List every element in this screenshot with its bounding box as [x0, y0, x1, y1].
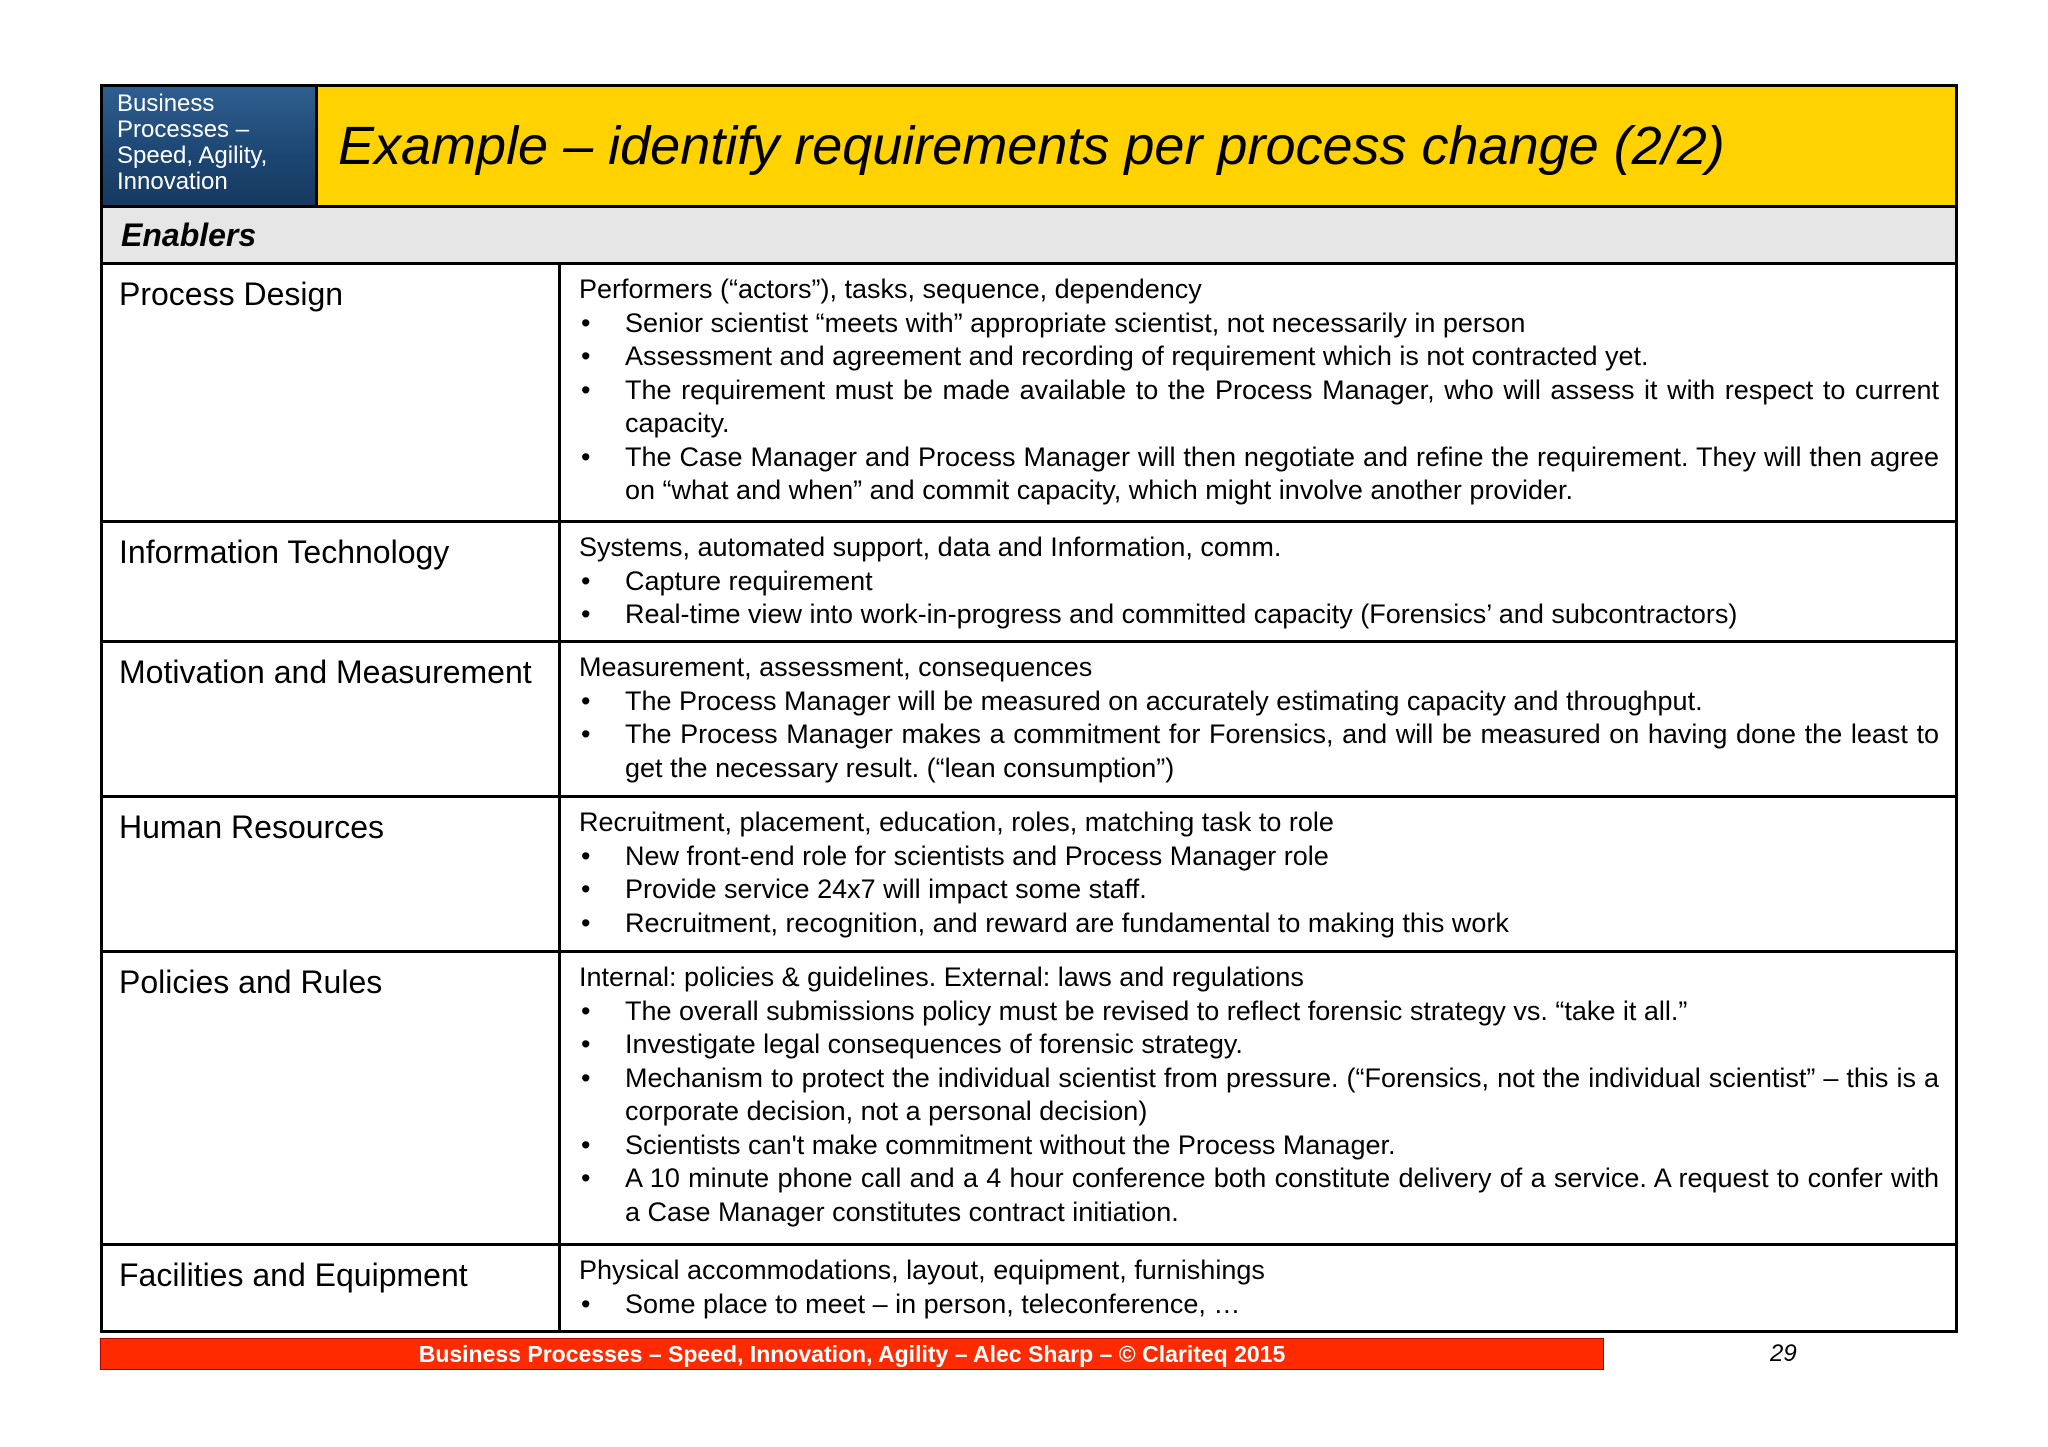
row-intro: Physical accommodations, layout, equipment, furnishings [579, 1255, 1265, 1285]
bullet-text: The requirement must be made available to the Process Manager, who will assess it with respect to current capacity. [625, 374, 1939, 438]
list-item [579, 1162, 1939, 1229]
bullet-icon: • [581, 995, 591, 1026]
bullet-icon: • [581, 874, 591, 904]
table-row-motivation-measurement [103, 643, 1955, 798]
bullet-text: The Process Manager makes a commitment for Forensics, and will be measured on having done the least to get the necessary result. (“lean consumption”) [625, 719, 1939, 783]
course-badge [103, 87, 318, 205]
bullet-text: Real-time view into work-in-progress and committed capacity (Forensics’ and subcontractors) [625, 599, 1738, 629]
table-row-information-technology [103, 523, 1955, 643]
bullet-icon: • [581, 840, 591, 871]
bullet-text: Investigate legal consequences of forensic strategy. [625, 1029, 1243, 1059]
list-item [579, 374, 1939, 441]
list-item [579, 565, 1939, 599]
badge-line: Speed, Agility, [117, 142, 268, 169]
table-row-policies-rules [103, 953, 1955, 1246]
table-row-human-resources [103, 798, 1955, 953]
table-row-facilities-equipment [103, 1246, 1955, 1333]
badge-line: Processes – [117, 116, 250, 143]
list-item [579, 718, 1939, 785]
list-item [579, 1288, 1939, 1322]
bullet-text: New front-end role for scientists and Process Manager role [625, 840, 1329, 871]
bullet-text: Capture requirement [625, 565, 873, 596]
row-label: Information Technology [103, 523, 561, 640]
row-intro: Recruitment, placement, education, roles, matching task to role [579, 807, 1334, 837]
section-label: Enablers [121, 216, 257, 253]
badge-line: Innovation [117, 168, 228, 195]
enablers-table [100, 265, 1958, 1333]
row-label: Policies and Rules [103, 953, 561, 1243]
bullet-icon: • [581, 441, 591, 472]
list-item [579, 995, 1939, 1029]
row-content [561, 523, 1955, 640]
list-item [579, 873, 1939, 907]
list-item [579, 840, 1939, 874]
list-item [579, 441, 1939, 508]
bullet-text: Recruitment, recognition, and reward are fundamental to making this work [625, 907, 1509, 938]
bullet-text: Mechanism to protect the individual scientist from pressure. (“Forensics, not the individual scientist” – this is a corporate decision, not a personal decision) [625, 1062, 1939, 1126]
title-area [318, 87, 1955, 205]
row-label: Facilities and Equipment [103, 1246, 561, 1330]
bullet-text: The overall submissions policy must be revised to reflect forensic strategy vs. “take it all.” [625, 995, 1688, 1026]
bullet-icon: • [581, 907, 591, 938]
bullet-icon: • [581, 719, 591, 749]
row-intro: Internal: policies & guidelines. External: laws and regulations [579, 962, 1304, 992]
bullet-icon: • [581, 1288, 591, 1319]
bullet-icon: • [581, 565, 591, 596]
bullet-icon: • [581, 685, 591, 716]
section-header [100, 208, 1958, 265]
bullet-text: Provide service 24x7 will impact some staff. [625, 874, 1147, 904]
bullet-text: The Case Manager and Process Manager will then negotiate and refine the requirement. They will then agree on “what and when” and commit capacity, which might involve another provider. [625, 441, 1939, 505]
bullet-icon: • [581, 1062, 591, 1093]
bullet-text: Some place to meet – in person, teleconference, … [625, 1288, 1241, 1319]
row-intro: Systems, automated support, data and Information, comm. [579, 532, 1282, 562]
row-intro: Performers (“actors”), tasks, sequence, dependency [579, 274, 1202, 304]
bullet-text: Senior scientist “meets with” appropriate scientist, not necessarily in person [625, 307, 1526, 338]
bullet-icon: • [581, 1163, 591, 1193]
row-content [561, 643, 1955, 795]
row-content [561, 798, 1955, 950]
row-label: Human Resources [103, 798, 561, 950]
badge-line: Business [117, 90, 215, 117]
row-intro: Measurement, assessment, consequences [579, 652, 1093, 682]
list-item [579, 1028, 1939, 1062]
bullet-text: A 10 minute phone call and a 4 hour conference both constitute delivery of a service. A request to confer with a Case Manager constitutes contract initiation. [625, 1163, 1939, 1227]
list-item [579, 907, 1939, 941]
footer-text: Business Processes – Speed, Innovation, Agility – Alec Sharp – © Clariteq 2015 [418, 1340, 1286, 1367]
list-item [579, 307, 1939, 341]
list-item [579, 1129, 1939, 1163]
row-content [561, 953, 1955, 1243]
slide-header [100, 84, 1958, 208]
bullet-icon: • [581, 307, 591, 338]
bullet-icon: • [581, 1129, 591, 1160]
page-number: 29 [1770, 1340, 1797, 1367]
row-label: Process Design [103, 265, 561, 520]
row-content [561, 1246, 1955, 1330]
list-item [579, 1062, 1939, 1129]
bullet-icon: • [581, 374, 591, 405]
bullet-icon: • [581, 599, 591, 629]
list-item [579, 340, 1939, 374]
bullet-text: Assessment and agreement and recording of requirement which is not contracted yet. [625, 341, 1649, 371]
row-label: Motivation and Measurement [103, 643, 561, 795]
bullet-icon: • [581, 1029, 591, 1059]
table-row-process-design [103, 265, 1955, 523]
footer-bar [100, 1338, 1604, 1370]
bullet-icon: • [581, 341, 591, 371]
slide-title: Example – identify requirements per process change (2/2) [338, 116, 1725, 176]
bullet-text: Scientists can't make commitment without the Process Manager. [625, 1129, 1396, 1160]
row-content [561, 265, 1955, 520]
bullet-text: The Process Manager will be measured on accurately estimating capacity and throughput. [625, 685, 1703, 716]
list-item [579, 685, 1939, 719]
list-item [579, 598, 1939, 632]
